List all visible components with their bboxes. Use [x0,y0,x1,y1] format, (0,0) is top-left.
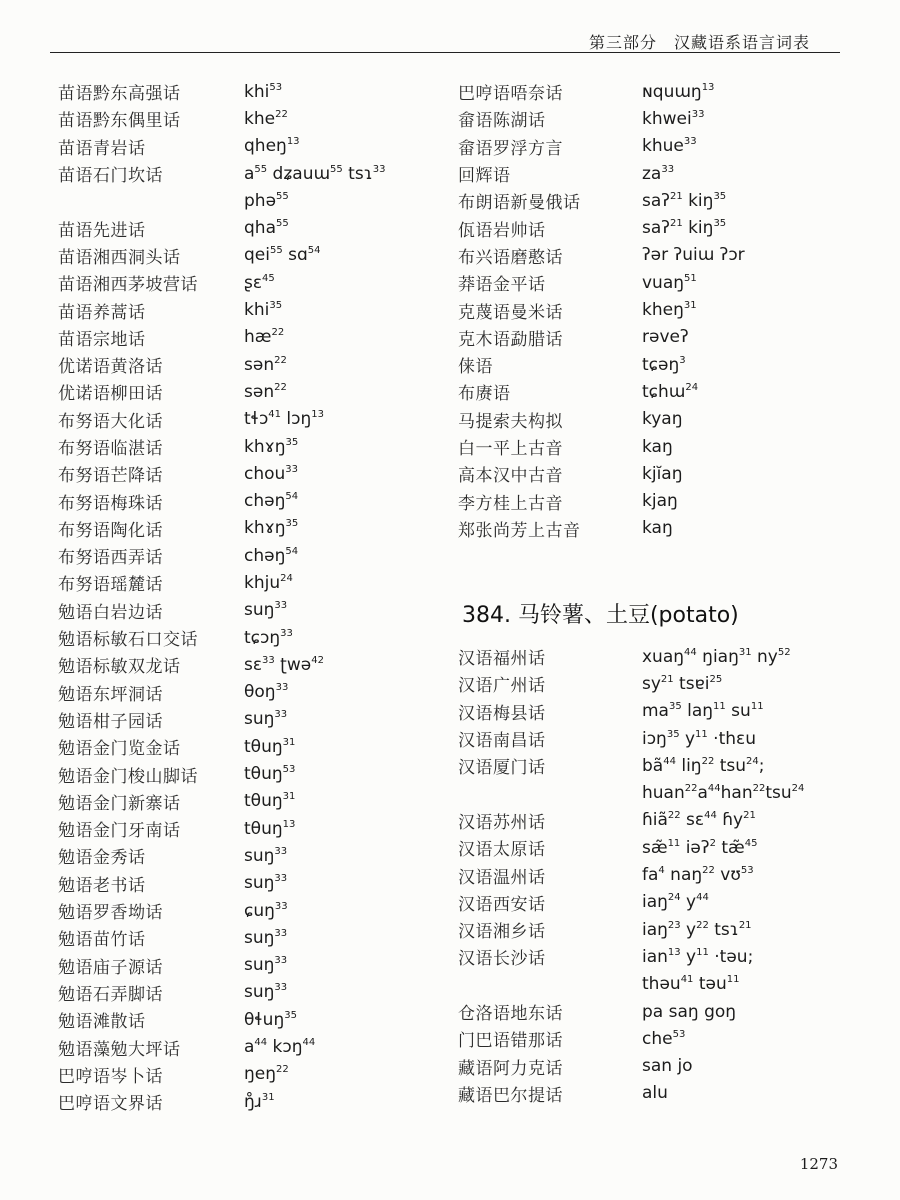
word-entry [58,870,448,897]
word-entry [58,542,448,569]
word-entry [458,515,878,542]
right-column-bottom [458,643,878,1107]
phonetic-form: $ma^{35}$ laŋ$^{11}$ $su^{11}$ [642,701,764,722]
dialect-name: 布赓语 [458,384,511,405]
dialect-name: 苗语先进话 [58,220,146,241]
dialect-name: 勉语罗香坳话 [58,903,163,924]
dialect-name: 优诺语柳田话 [58,384,163,405]
dialect-name: 勉语庙子源话 [58,957,163,978]
dialect-name: 藏语阿力克话 [458,1058,563,1079]
phonetic-form: suŋ$^{33}$ [244,600,288,621]
dialect-name: 勉语金门新寨话 [58,793,181,814]
word-entry [58,679,448,706]
word-entry [58,160,448,187]
word-entry [58,187,448,214]
dialect-name: 汉语南昌话 [458,731,546,752]
phonetic-form: khi$^{35}$ [244,300,283,321]
dialect-name: 勉语老书话 [58,875,146,896]
phonetic-form: sæ̃$^{11}$ iəʔ$^2$ tæ̃$^{45}$ [642,837,758,858]
word-entry [58,351,448,378]
phonetic-form: chəŋ$^{54}$ [244,491,299,512]
dialect-name: 高本汉中古音 [458,466,563,487]
word-entry [58,952,448,979]
phonetic-form: saʔ$^{21}$ kiŋ$^{35}$ [642,218,727,239]
word-entry [458,943,878,970]
dialect-name: 汉语梅县话 [458,703,546,724]
word-entry [458,133,878,160]
phonetic-form: ŋeŋ$^{22}$ [244,1064,289,1085]
phonetic-form: kaŋ [642,436,673,457]
dialect-name: 勉语东坪洞话 [58,684,163,705]
phonetic-form: vuaŋ$^{51}$ [642,272,697,293]
phonetic-form: $a^{44}$ kɔŋ$^{44}$ [244,1037,316,1058]
word-entry [458,643,878,670]
word-entry [58,924,448,951]
word-entry [58,487,448,514]
word-entry [458,433,878,460]
word-entry [458,105,878,132]
word-entry [58,1006,448,1033]
dialect-name: 回辉语 [458,166,511,187]
phonetic-form: che$^{53}$ [642,1028,686,1049]
phonetic-form: khwei$^{33}$ [642,108,705,129]
word-entry [458,834,878,861]
word-entry [58,897,448,924]
dialect-name: 勉语苗竹话 [58,930,146,951]
dialect-name: 苗语湘西洞头话 [58,247,181,268]
dialect-name: 布努语梅珠话 [58,493,163,514]
dialect-name: 苗语养蒿话 [58,302,146,323]
phonetic-form: θoŋ$^{33}$ [244,682,289,703]
word-entry [458,779,878,806]
word-entry [58,979,448,1006]
page-number: 1273 [799,1155,838,1173]
phonetic-form: kjaŋ [642,491,678,512]
dialect-name: 勉语白岩边话 [58,602,163,623]
word-entry [458,889,878,916]
word-entry [458,670,878,697]
dialect-name: 布兴语磨憨话 [458,247,563,268]
word-entry [458,807,878,834]
phonetic-form: $za^{33}$ [642,163,675,184]
word-entry [458,269,878,296]
phonetic-form: khɤŋ$^{35}$ [244,518,299,539]
phonetic-form: θɬuŋ$^{35}$ [244,1009,297,1030]
word-entry [458,242,878,269]
dialect-name: 郑张尚芳上古音 [458,520,581,541]
word-entry [58,760,448,787]
section-heading: 384. 马铃薯、土豆(potato) [462,603,739,628]
dialect-name: 布努语大化话 [58,411,163,432]
phonetic-form: tɕəŋ$^3$ [642,354,686,375]
dialect-name: 苗语石门坎话 [58,166,163,187]
dialect-name: 藏语巴尔提话 [458,1085,563,1106]
dialect-name: 布朗语新曼俄话 [458,193,581,214]
word-entry [58,242,448,269]
dialect-name: 马提索夫构拟 [458,411,563,432]
phonetic-form: iɔŋ$^{35}$ $y^{11}$ ·thɛu [642,728,756,749]
word-entry [458,998,878,1025]
word-entry [58,296,448,323]
dialect-name: 汉语广州话 [458,676,546,697]
phonetic-form: rəveʔ [642,327,689,348]
phonetic-form: suŋ$^{33}$ [244,955,288,976]
phonetic-form: $huan^{22}a^{44}han^{22}tsu^{24}$ [642,783,805,804]
phonetic-form: ian$^{13}$ $y^{11}$ ·təu; [642,946,754,967]
dialect-name: 勉语标敏双龙话 [58,657,181,678]
dialect-name: 门巴语错那话 [458,1031,563,1052]
dialect-name: 汉语温州话 [458,867,546,888]
phonetic-form: phə$^{55}$ [244,190,289,211]
word-entry [58,624,448,651]
dialect-name: 巴哼语岑卜话 [58,1066,163,1087]
word-entry [458,861,878,888]
phonetic-form: $fa^4$ naŋ$^{22}$ vʊ$^{53}$ [642,865,754,886]
dialect-name: 莽语金平话 [458,275,546,296]
dialect-name: 苗语黔东偶里话 [58,111,181,132]
word-entry [458,187,878,214]
dialect-name: 勉语金秀话 [58,848,146,869]
phonetic-form: kheŋ$^{31}$ [642,300,697,321]
dialect-name: 苗语青岩话 [58,138,146,159]
phonetic-form: san jo [642,1056,693,1077]
header-rule [50,52,840,53]
word-entry [58,433,448,460]
word-entry [58,788,448,815]
word-entry [58,133,448,160]
word-entry [458,1052,878,1079]
word-entry [458,725,878,752]
word-entry [58,1088,448,1115]
word-entry [458,487,878,514]
word-entry [58,706,448,733]
phonetic-form: tθuŋ$^{53}$ [244,764,296,785]
word-entry [458,378,878,405]
word-entry [458,1080,878,1107]
dialect-name: 勉语滩散话 [58,1012,146,1033]
phonetic-form: ɦiã$^{22}$ sɛ$^{44}$ ɦy$^{21}$ [642,810,756,831]
word-entry [458,351,878,378]
dialect-name: 汉语厦门话 [458,758,546,779]
phonetic-form: tɬɔ$^{41}$ lɔŋ$^{13}$ [244,409,325,430]
phonetic-form: ʂɛ$^{45}$ [244,272,275,293]
word-entry [458,916,878,943]
dialect-name: 勉语柑子园话 [58,711,163,732]
phonetic-form: $hæ^{22}$ [244,327,285,348]
phonetic-form: khue$^{33}$ [642,136,697,157]
word-entry [458,160,878,187]
phonetic-form: sɛ$^{33}$ ʈwə$^{42}$ [244,654,324,675]
word-entry [58,324,448,351]
word-entry [58,597,448,624]
dialect-name: 俫语 [458,357,493,378]
phonetic-form: tθuŋ$^{31}$ [244,736,296,757]
word-entry [458,698,878,725]
phonetic-form: iaŋ$^{24}$ $y^{44}$ [642,892,709,913]
dialect-name: 汉语西安话 [458,894,546,915]
phonetic-form: suŋ$^{33}$ [244,982,288,1003]
phonetic-form: suŋ$^{33}$ [244,709,288,730]
dialect-name: 勉语标敏石口交话 [58,630,198,651]
phonetic-form: kjĭaŋ [642,463,683,484]
dialect-name: 勉语金门牙南话 [58,821,181,842]
phonetic-form: suŋ$^{33}$ [244,873,288,894]
word-entry [458,1025,878,1052]
dialect-name: 汉语长沙话 [458,949,546,970]
phonetic-form: qheŋ$^{13}$ [244,136,300,157]
phonetic-form: saʔ$^{21}$ kiŋ$^{35}$ [642,190,727,211]
phonetic-form: khju$^{24}$ [244,572,293,593]
dialect-name: 勉语金门梭山脚话 [58,766,198,787]
dialect-name: 布努语陶化话 [58,520,163,541]
phonetic-form: ʔər ʔuiɯ ʔɔr [642,245,745,266]
word-entry [58,105,448,132]
right-column-top [458,78,878,542]
word-entry [58,269,448,296]
phonetic-form: tθuŋ$^{31}$ [244,791,296,812]
word-entry [458,460,878,487]
phonetic-form: iaŋ$^{23}$ $y^{22}$ tsɿ$^{21}$ [642,919,752,940]
dialect-name: 巴哼语文界话 [58,1094,163,1115]
dialect-name: 畲语陈湖话 [458,111,546,132]
dialect-name: 勉语金门览金话 [58,739,181,760]
dialect-name: 汉语湘乡话 [458,922,546,943]
phonetic-form: khe$^{22}$ [244,108,288,129]
phonetic-form: kaŋ [642,518,673,539]
dialect-name: 布努语临湛话 [58,439,163,459]
dialect-name: 汉语太原话 [458,840,546,861]
dialect-name: 克木语勐腊话 [458,329,563,350]
phonetic-form: pa saŋ goŋ [642,1001,737,1022]
phonetic-form: suŋ$^{33}$ [244,845,288,866]
dialect-name: 汉语苏州话 [458,812,546,833]
dialect-name: 布努语芒降话 [58,466,163,487]
phonetic-form: kyaŋ [642,409,683,430]
word-entry [58,406,448,433]
phonetic-form: $a^{55}$ dʑauɯ$^{55}$ tsɿ$^{33}$ [244,163,386,184]
word-entry [58,78,448,105]
dialect-name: 汉语福州话 [458,649,546,670]
word-entry [58,651,448,678]
phonetic-form: suŋ$^{33}$ [244,927,288,948]
word-entry [58,378,448,405]
word-entry [458,971,878,998]
phonetic-form: khɤŋ$^{35}$ [244,436,299,457]
word-entry [58,569,448,596]
phonetic-form: tɕhɯ$^{24}$ [642,381,699,402]
dialect-name: 仓洛语地东话 [458,1004,563,1024]
word-entry [458,324,878,351]
dialect-name: 勉语石弄脚话 [58,984,163,1005]
word-entry [458,752,878,779]
word-entry [58,842,448,869]
phonetic-form: tθuŋ$^{13}$ [244,818,296,839]
word-entry [58,1061,448,1088]
dialect-name: 布努语西弄话 [58,548,163,569]
phonetic-form: qha$^{55}$ [244,218,289,239]
running-head: 第三部分 汉藏语系语言词表 [588,33,810,52]
dialect-name: 布努语瑶麓话 [58,575,163,596]
word-entry [58,460,448,487]
phonetic-form: chou$^{33}$ [244,463,299,484]
dialect-name: 苗语宗地话 [58,329,146,350]
word-entry [58,733,448,760]
dialect-name: 勉语藻勉大坪话 [58,1039,181,1060]
phonetic-form: sən$^{22}$ [244,381,287,402]
word-entry [58,1033,448,1060]
dialect-name: 巴哼语唔奈话 [458,84,563,105]
phonetic-form: ɕuŋ$^{33}$ [244,900,288,921]
word-entry [58,515,448,542]
left-column [58,78,448,1115]
phonetic-form: thəu$^{41}$ təu$^{11}$ [642,974,740,995]
word-entry [58,815,448,842]
phonetic-form: $sy^{21}$ tsɐi$^{25}$ [642,673,723,694]
phonetic-form: tɕɔŋ$^{33}$ [244,627,293,648]
phonetic-form: ŋ̊ɹ$^{31}$ [244,1091,275,1112]
phonetic-form: ɴquɯŋ$^{13}$ [642,81,715,102]
word-entry [58,214,448,241]
phonetic-form: chəŋ$^{54}$ [244,545,299,566]
phonetic-form: sən$^{22}$ [244,354,287,375]
dialect-name: 苗语湘西茅坡营话 [58,275,198,296]
word-entry [458,296,878,323]
dialect-name: 佤语岩帅话 [458,220,546,241]
phonetic-form: khi$^{53}$ [244,81,283,102]
dialect-name: 白一平上古音 [458,439,563,459]
dialect-name: 克蔑语曼米话 [458,302,563,323]
word-entry [458,78,878,105]
dialect-name: 畲语罗浮方言 [458,138,563,159]
dialect-name: 苗语黔东高强话 [58,84,181,105]
phonetic-form: qei$^{55}$ sɑ$^{54}$ [244,245,321,266]
word-entry [458,214,878,241]
phonetic-form: alu [642,1083,668,1104]
phonetic-form: $bã^{44}$ liŋ$^{22}$ tsu$^{24}$; [642,755,765,776]
word-entry [458,406,878,433]
phonetic-form: xuaŋ$^{44}$ ŋiaŋ$^{31}$ $ny^{52}$ [642,646,791,667]
dialect-name: 李方桂上古音 [458,493,563,514]
dialect-name: 优诺语黄洛话 [58,357,163,378]
